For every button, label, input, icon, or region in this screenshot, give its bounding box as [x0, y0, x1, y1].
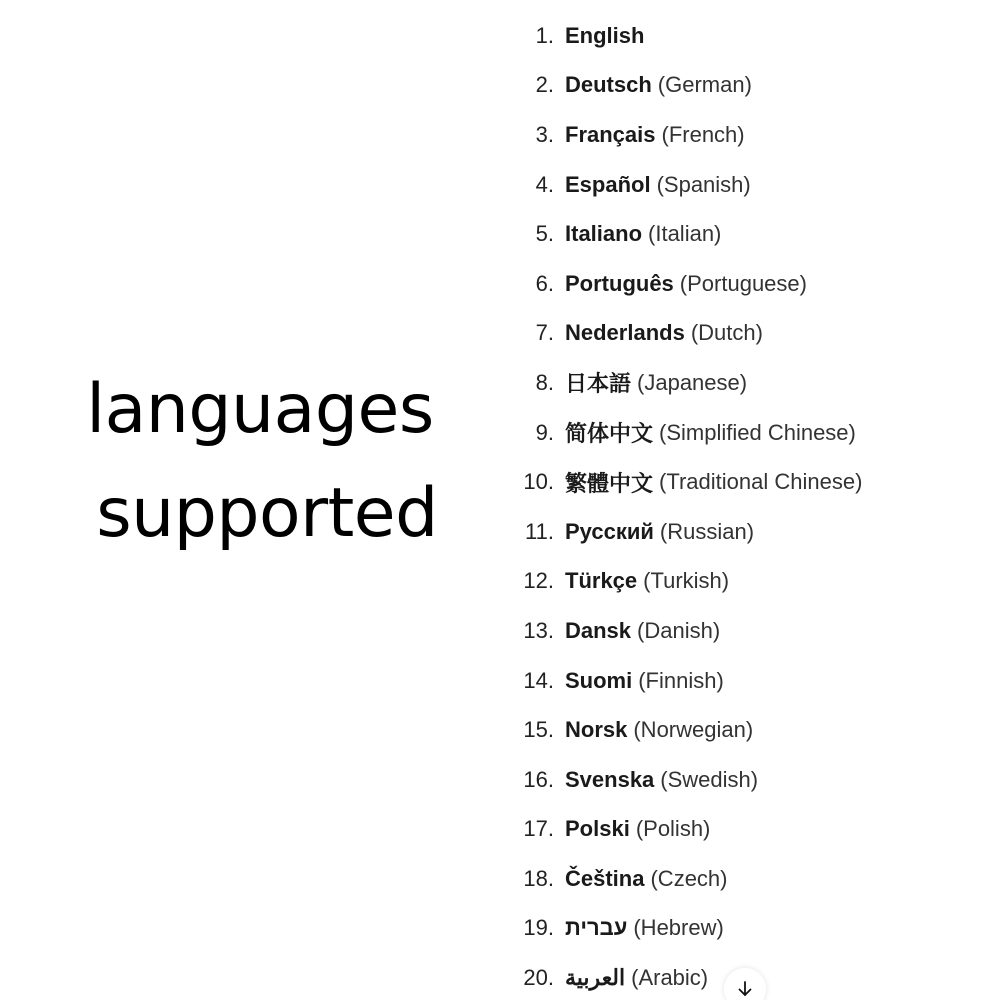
language-number: 5.	[535, 221, 554, 247]
language-number: 7.	[535, 320, 554, 346]
language-native-name: Português	[565, 270, 674, 296]
language-list	[500, 11, 1000, 1000]
language-number: 1.	[535, 22, 554, 48]
language-number: 12.	[523, 568, 554, 594]
language-native-name: English	[565, 22, 645, 48]
language-native-name: Türkçe	[565, 568, 638, 594]
language-english-name: (Portuguese)	[679, 270, 807, 296]
language-number: 17.	[523, 816, 554, 842]
language-item	[500, 309, 1000, 359]
language-item	[500, 457, 1000, 507]
language-english-name: (Italian)	[648, 221, 722, 247]
language-english-name: (Japanese)	[637, 369, 748, 395]
language-native-name: Svenska	[565, 766, 655, 792]
language-item	[500, 805, 1000, 855]
language-number: 9.	[535, 419, 554, 445]
language-english-name: (Swedish)	[660, 766, 759, 792]
language-english-name: (Simplified Chinese)	[659, 419, 856, 445]
language-english-name: (Czech)	[650, 865, 728, 891]
language-native-name: Italiano	[565, 221, 643, 247]
language-native-name: 简体中文	[565, 421, 654, 447]
language-native-name: Français	[565, 121, 656, 147]
language-number: 4.	[535, 171, 554, 197]
heading-line-1: languages	[86, 370, 434, 449]
language-native-name: 日本語	[565, 371, 632, 397]
language-number: 2.	[535, 72, 554, 98]
language-item	[500, 507, 1000, 557]
language-item	[500, 904, 1000, 954]
language-number: 6.	[535, 270, 554, 296]
language-number: 15.	[523, 717, 554, 743]
language-english-name: (Hebrew)	[633, 915, 724, 941]
language-item	[500, 854, 1000, 904]
language-native-name: Suomi	[565, 667, 633, 693]
language-english-name: (Arabic)	[631, 965, 709, 991]
language-native-name: Polski	[565, 816, 630, 842]
language-number: 13.	[523, 617, 554, 643]
language-item	[500, 110, 1000, 160]
language-native-name: Nederlands	[565, 320, 685, 346]
language-native-name: Dansk	[565, 617, 632, 643]
language-native-name: Deutsch	[565, 72, 652, 98]
language-native-name: Русский	[565, 518, 654, 544]
language-number: 3.	[535, 121, 554, 147]
language-english-name: (Polish)	[635, 816, 711, 842]
language-native-name: Čeština	[565, 865, 645, 891]
language-english-name: (Danish)	[637, 617, 721, 643]
language-item	[500, 11, 1000, 61]
language-item	[500, 705, 1000, 755]
heading-line-2: supported	[96, 474, 438, 553]
language-english-name: (Spanish)	[656, 171, 751, 197]
language-number: 10.	[523, 469, 554, 495]
language-item	[500, 755, 1000, 805]
language-native-name: Norsk	[565, 717, 628, 743]
language-native-name: 繁體中文	[565, 470, 654, 496]
language-item	[500, 408, 1000, 458]
language-number: 11.	[525, 518, 554, 544]
language-item	[500, 209, 1000, 259]
language-number: 20.	[523, 965, 554, 991]
language-item	[500, 160, 1000, 210]
language-english-name: (French)	[661, 121, 745, 147]
language-native-name: العربية	[565, 965, 626, 991]
language-english-name: (Russian)	[659, 518, 755, 544]
language-item	[500, 656, 1000, 706]
language-number: 19.	[523, 915, 554, 941]
language-english-name: (Norwegian)	[633, 717, 754, 743]
language-english-name: (German)	[657, 72, 752, 98]
language-english-name: (Finnish)	[638, 667, 724, 693]
language-number: 18.	[523, 865, 554, 891]
language-number: 16.	[523, 766, 554, 792]
language-number: 8.	[535, 369, 554, 395]
language-item	[500, 358, 1000, 408]
arrow-down-icon	[736, 980, 754, 998]
page-heading	[0, 358, 520, 566]
language-item	[500, 606, 1000, 656]
language-native-name: עברית	[565, 915, 628, 941]
language-english-name: (Dutch)	[690, 320, 763, 346]
language-item	[500, 61, 1000, 111]
language-english-name: (Turkish)	[643, 568, 730, 594]
language-number: 14.	[523, 667, 554, 693]
language-native-name: Español	[565, 171, 651, 197]
language-english-name: (Traditional Chinese)	[659, 469, 863, 495]
language-item	[500, 259, 1000, 309]
language-item	[500, 557, 1000, 607]
